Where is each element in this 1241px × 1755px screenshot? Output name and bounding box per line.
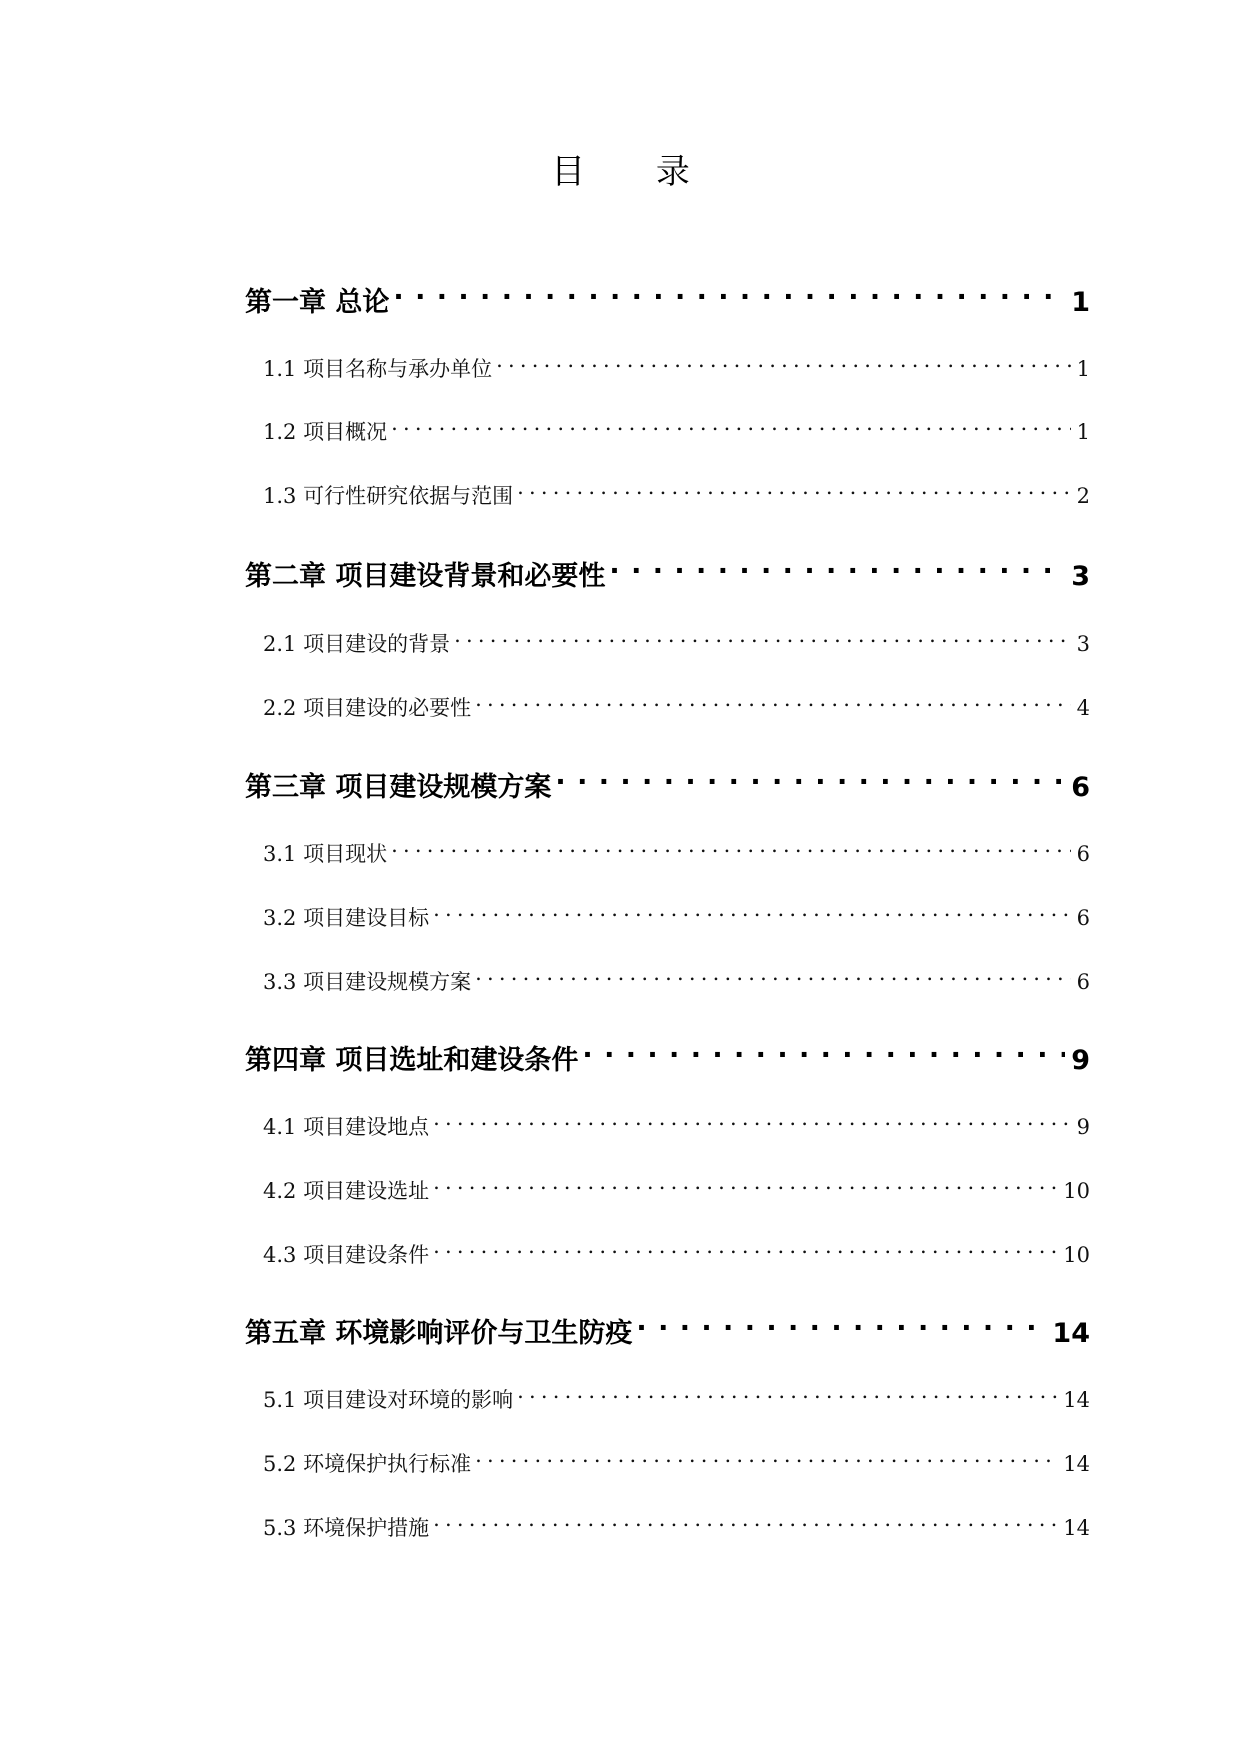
toc-entry-page-number: 3 — [1071, 561, 1090, 592]
toc-title: 目 录 — [551, 152, 720, 192]
toc-entry-chapter-2[interactable] — [245, 557, 1090, 597]
toc-entry-page-number: 3 — [1076, 632, 1090, 656]
toc-entry-label: 第三章 项目建设规模方案 — [245, 772, 552, 803]
dot-leader — [517, 1386, 1057, 1407]
toc-entry-label: 第四章 项目选址和建设条件 — [245, 1045, 579, 1076]
toc-entry-page-number: 1 — [1076, 420, 1090, 444]
toc-entry-page-number: 4 — [1076, 696, 1090, 720]
toc-entry-section-4-3[interactable] — [263, 1239, 1090, 1271]
dot-leader — [433, 1514, 1057, 1535]
dot-leader — [636, 1315, 1046, 1342]
dot-leader — [433, 1177, 1057, 1198]
dot-leader — [391, 840, 1071, 861]
toc-entry-page-number: 6 — [1076, 842, 1090, 866]
toc-entry-label: 3.1 项目现状 — [263, 842, 388, 866]
dot-leader — [555, 769, 1065, 796]
dot-leader — [475, 694, 1071, 715]
toc-entry-section-5-1[interactable] — [263, 1384, 1090, 1416]
dot-leader — [433, 1241, 1057, 1262]
toc-entry-page-number: 9 — [1076, 1115, 1090, 1139]
toc-entry-page-number: 1 — [1076, 357, 1090, 381]
dot-leader — [475, 1450, 1057, 1471]
toc-entry-section-2-2[interactable] — [263, 692, 1090, 724]
toc-entry-label: 3.3 项目建设规模方案 — [263, 970, 472, 994]
toc-entry-section-4-1[interactable] — [263, 1111, 1090, 1143]
toc-entry-chapter-1[interactable] — [245, 283, 1090, 323]
toc-entry-label: 5.2 环境保护执行标准 — [263, 1452, 472, 1476]
toc-entry-label: 5.3 环境保护措施 — [263, 1516, 430, 1540]
toc-entry-section-1-1[interactable] — [263, 353, 1090, 385]
dot-leader — [433, 904, 1071, 925]
toc-entry-label: 1.3 可行性研究依据与范围 — [263, 484, 514, 508]
toc-entry-page-number: 6 — [1076, 970, 1090, 994]
toc-entry-label: 5.1 项目建设对环境的影响 — [263, 1388, 514, 1412]
toc-entry-section-4-2[interactable] — [263, 1175, 1090, 1207]
dot-leader — [582, 1042, 1065, 1069]
toc-entry-page-number: 6 — [1071, 772, 1090, 803]
toc-entry-page-number: 10 — [1063, 1243, 1090, 1267]
toc-entry-section-5-2[interactable] — [263, 1448, 1090, 1480]
toc-entry-label: 第一章 总论 — [245, 287, 390, 318]
toc-entry-label: 1.1 项目名称与承办单位 — [263, 357, 493, 381]
toc-entry-section-1-3[interactable] — [263, 480, 1090, 512]
toc-entry-label: 4.2 项目建设选址 — [263, 1179, 430, 1203]
toc-entry-section-3-3[interactable] — [263, 966, 1090, 998]
toc-entry-section-2-1[interactable] — [263, 628, 1090, 660]
dot-leader — [393, 284, 1065, 311]
toc-entry-chapter-4[interactable] — [245, 1041, 1090, 1081]
dot-leader — [609, 558, 1065, 585]
toc-entry-label: 3.2 项目建设目标 — [263, 906, 430, 930]
dot-leader — [517, 482, 1071, 503]
toc-entry-page-number: 14 — [1063, 1452, 1090, 1476]
toc-entry-section-5-3[interactable] — [263, 1512, 1090, 1544]
toc-entry-label: 第二章 项目建设背景和必要性 — [245, 561, 606, 592]
toc-entry-label: 1.2 项目概况 — [263, 420, 388, 444]
toc-entry-page-number: 14 — [1063, 1516, 1090, 1540]
toc-entry-label: 2.2 项目建设的必要性 — [263, 696, 472, 720]
toc-entry-label: 2.1 项目建设的背景 — [263, 632, 451, 656]
toc-entry-page-number: 6 — [1076, 906, 1090, 930]
toc-entry-section-3-1[interactable] — [263, 838, 1090, 870]
dot-leader — [391, 418, 1071, 439]
toc-entry-page-number: 10 — [1063, 1179, 1090, 1203]
dot-leader — [454, 630, 1071, 651]
toc-entry-page-number: 2 — [1076, 484, 1090, 508]
toc-entry-page-number: 1 — [1071, 287, 1090, 318]
toc-entry-page-number: 14 — [1052, 1318, 1090, 1349]
toc-entry-section-1-2[interactable] — [263, 416, 1090, 448]
toc-entry-page-number: 14 — [1063, 1388, 1090, 1412]
dot-leader — [496, 355, 1071, 376]
dot-leader — [475, 968, 1071, 989]
toc-entry-label: 第五章 环境影响评价与卫生防疫 — [245, 1318, 633, 1349]
toc-entry-page-number: 9 — [1071, 1045, 1090, 1076]
toc-entry-label: 4.1 项目建设地点 — [263, 1115, 430, 1139]
toc-entry-chapter-5[interactable] — [245, 1314, 1090, 1354]
toc-entry-section-3-2[interactable] — [263, 902, 1090, 934]
toc-entry-label: 4.3 项目建设条件 — [263, 1243, 430, 1267]
dot-leader — [433, 1113, 1071, 1134]
toc-entry-chapter-3[interactable] — [245, 768, 1090, 808]
